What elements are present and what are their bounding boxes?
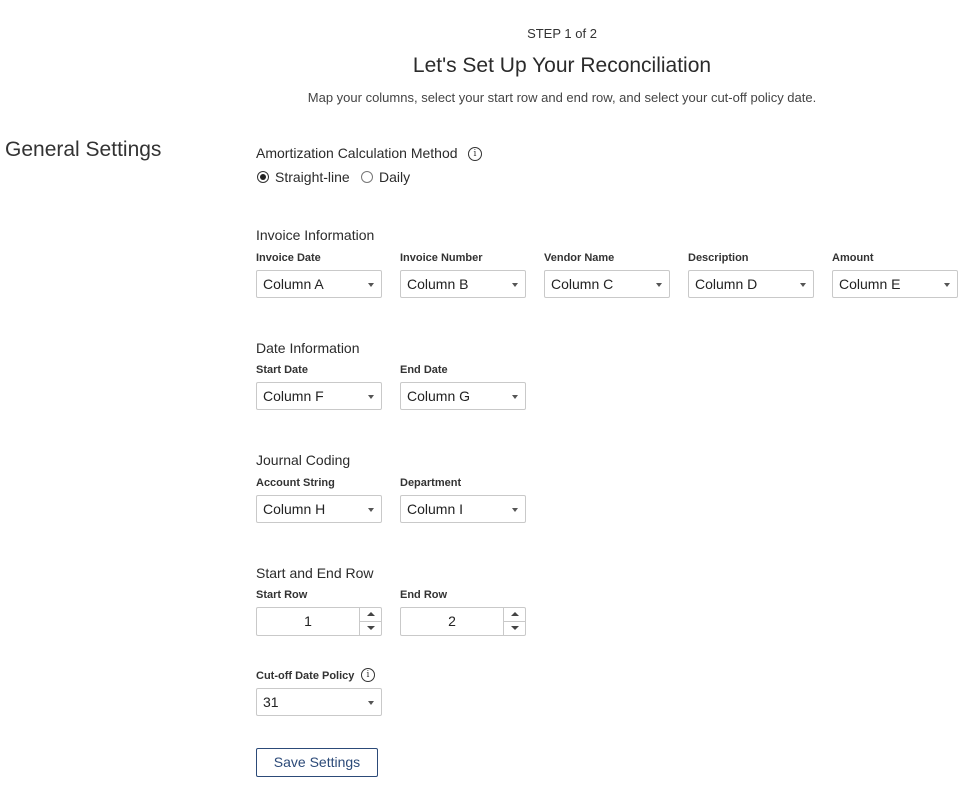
- invoice-date-label: Invoice Date: [256, 252, 321, 264]
- description-select[interactable]: [688, 270, 814, 298]
- page-subtitle: Map your columns, select your start row and end row, and select your cut-off policy date.: [307, 90, 817, 105]
- radio-straight-line[interactable]: [257, 171, 269, 183]
- account-string-select[interactable]: [256, 495, 382, 523]
- start-row-value[interactable]: 1: [304, 613, 312, 629]
- info-icon[interactable]: i: [468, 147, 482, 161]
- end-row-spinner: [503, 608, 525, 635]
- start-row-stepper[interactable]: [256, 607, 382, 636]
- decrement-icon[interactable]: [504, 622, 525, 635]
- start-end-row-label: Start and End Row: [256, 565, 374, 581]
- cutoff-date-select[interactable]: [256, 688, 382, 716]
- chevron-down-icon: [944, 283, 950, 287]
- cutoff-date-value: 31: [263, 694, 279, 710]
- account-string-label: Account String: [256, 477, 335, 489]
- invoice-number-label: Invoice Number: [400, 252, 483, 264]
- description-value: Column D: [695, 276, 758, 292]
- amount-value: Column E: [839, 276, 901, 292]
- radio-daily[interactable]: [361, 171, 373, 183]
- vendor-name-label: Vendor Name: [544, 252, 615, 264]
- page-title: Let's Set Up Your Reconciliation: [412, 54, 712, 77]
- chevron-down-icon: [512, 283, 518, 287]
- chevron-down-icon: [368, 283, 374, 287]
- start-date-label: Start Date: [256, 364, 308, 376]
- invoice-date-select[interactable]: [256, 270, 382, 298]
- department-select[interactable]: [400, 495, 526, 523]
- chevron-down-icon: [368, 395, 374, 399]
- invoice-number-select[interactable]: [400, 270, 526, 298]
- department-value: Column I: [407, 501, 464, 517]
- amortization-method-label: Amortization Calculation Method: [256, 145, 458, 161]
- general-settings-heading: General Settings: [5, 138, 162, 161]
- save-settings-button[interactable]: Save Settings: [256, 748, 378, 777]
- chevron-down-icon: [800, 283, 806, 287]
- amount-label: Amount: [832, 252, 874, 264]
- decrement-icon[interactable]: [360, 622, 381, 635]
- invoice-information-label: Invoice Information: [256, 227, 375, 243]
- end-row-value[interactable]: 2: [448, 613, 456, 629]
- step-indicator: STEP 1 of 2: [527, 26, 597, 41]
- end-date-select[interactable]: [400, 382, 526, 410]
- chevron-down-icon: [656, 283, 662, 287]
- chevron-down-icon: [368, 508, 374, 512]
- amount-select[interactable]: [832, 270, 958, 298]
- radio-straight-line-label[interactable]: Straight-line: [275, 169, 350, 185]
- end-date-value: Column G: [407, 388, 471, 404]
- vendor-name-select[interactable]: [544, 270, 670, 298]
- end-row-stepper[interactable]: [400, 607, 526, 636]
- journal-coding-label: Journal Coding: [256, 452, 351, 468]
- start-row-label: Start Row: [256, 589, 308, 601]
- start-date-value: Column F: [263, 388, 324, 404]
- increment-icon[interactable]: [504, 608, 525, 622]
- invoice-date-value: Column A: [263, 276, 324, 292]
- radio-daily-label[interactable]: Daily: [379, 169, 411, 185]
- increment-icon[interactable]: [360, 608, 381, 622]
- account-string-value: Column H: [263, 501, 326, 517]
- start-row-spinner: [359, 608, 381, 635]
- chevron-down-icon: [512, 395, 518, 399]
- chevron-down-icon: [368, 701, 374, 705]
- info-icon[interactable]: i: [361, 668, 375, 682]
- date-information-label: Date Information: [256, 340, 360, 356]
- end-date-label: End Date: [400, 364, 448, 376]
- vendor-name-value: Column C: [551, 276, 614, 292]
- chevron-down-icon: [512, 508, 518, 512]
- invoice-number-value: Column B: [407, 276, 469, 292]
- start-date-select[interactable]: [256, 382, 382, 410]
- description-label: Description: [688, 252, 749, 264]
- end-row-label: End Row: [400, 589, 448, 601]
- cutoff-date-policy-label: Cut-off Date Policy: [256, 670, 355, 682]
- department-label: Department: [400, 477, 462, 489]
